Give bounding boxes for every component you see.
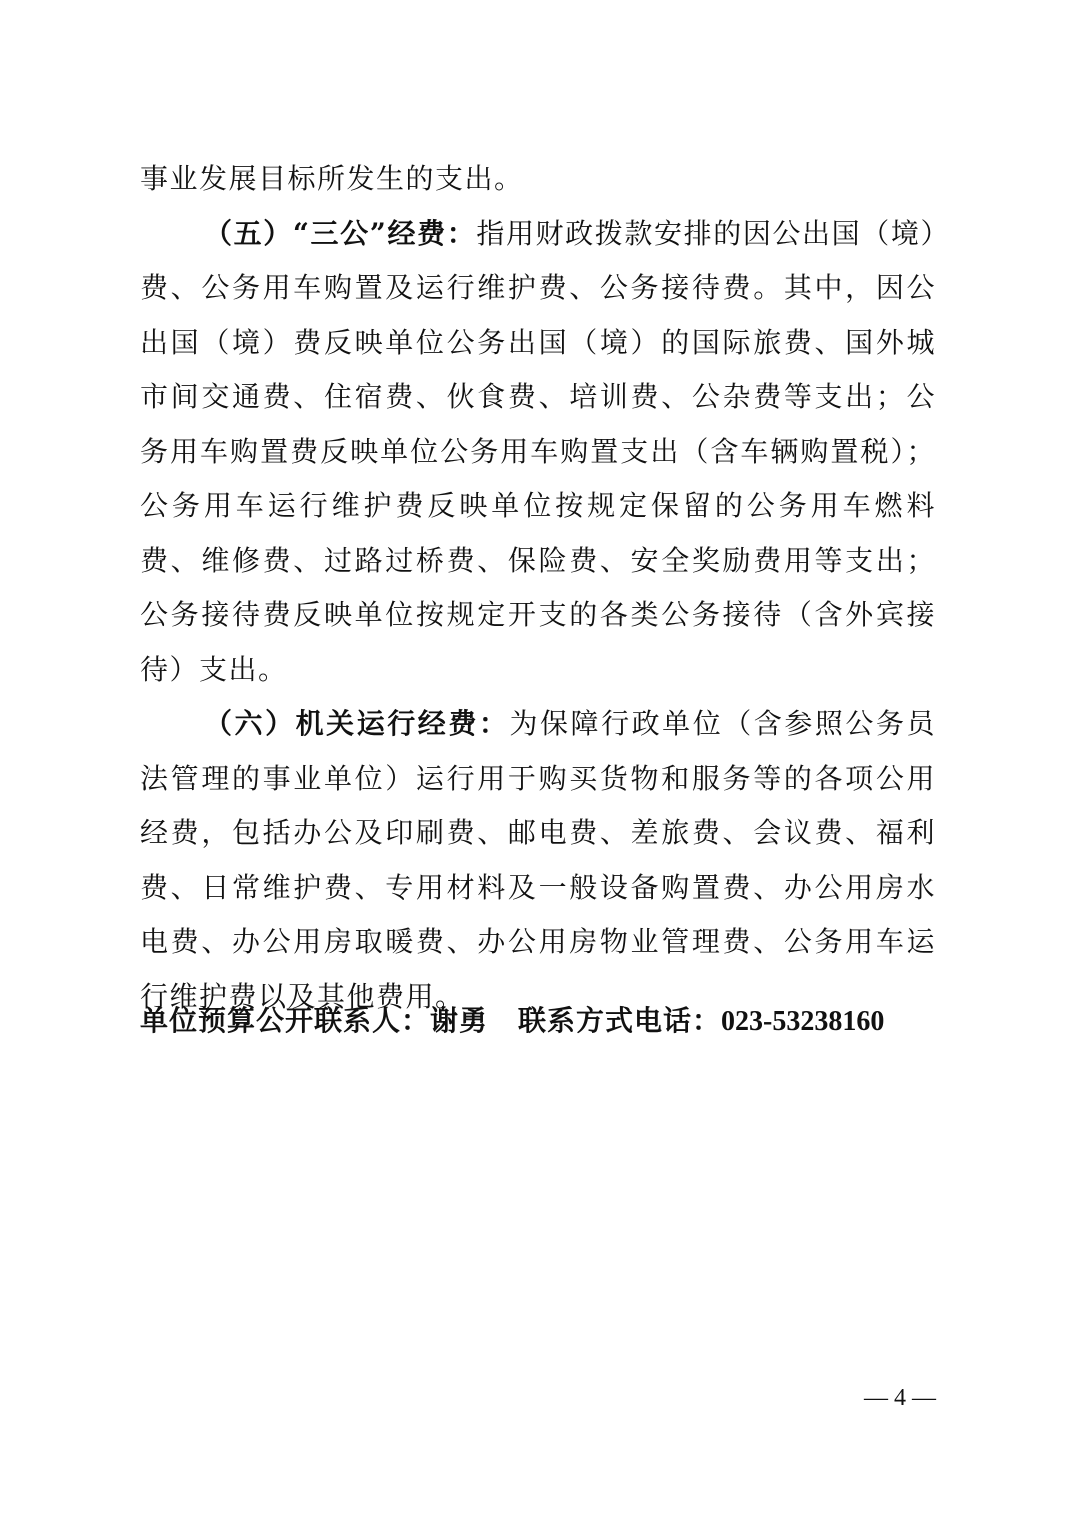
section-six-paragraph <box>140 697 936 1024</box>
contact-phone-label: 联系方式电话： <box>518 1004 722 1037</box>
section-five-body: 指用财政拨款安排的因公出国（境）费、公务用车购置及运行维护费、公务接待费。其中，因公出国（境）费反映单位公务出国（境）的国际旅费、国外城市间交通费、住宿费、伙食费、培训费、公杂费等支出；公务用车购置费反映单位公务用车购置支出（含车辆购置税）；公务用车运行维护费反映单位按规定保留的公务用车燃料费、维修费、过路过桥费、保险费、安全奖励费用等支出；公务接待费反映单位按规定开支的各类公务接待（含外宾接待）支出。 <box>140 216 936 686</box>
page-number: — 4 — <box>864 1385 936 1411</box>
contact-line <box>140 996 1000 1047</box>
section-six-heading: （六）机关运行经费： <box>204 707 510 740</box>
section-five-paragraph <box>140 207 936 698</box>
contact-phone-number: 023-53238160 <box>721 1006 885 1037</box>
section-six-body: 为保障行政单位（含参照公务员法管理的事业单位）运行用于购买货物和服务等的各项公用经费，包括办公及印刷费、邮电费、差旅费、会议费、福利费、日常维护费、专用材料及一般设备购置费、办公用房水电费、办公用房取暖费、办公用房物业管理费、公务用车运行维护费以及其他费用。 <box>140 707 936 1013</box>
contact-person: 单位预算公开联系人：谢勇 <box>140 1004 489 1037</box>
document-body <box>140 152 936 1024</box>
continuation-paragraph: 事业发展目标所发生的支出。 <box>140 162 524 195</box>
section-five-heading: （五）“三公”经费： <box>204 216 477 250</box>
